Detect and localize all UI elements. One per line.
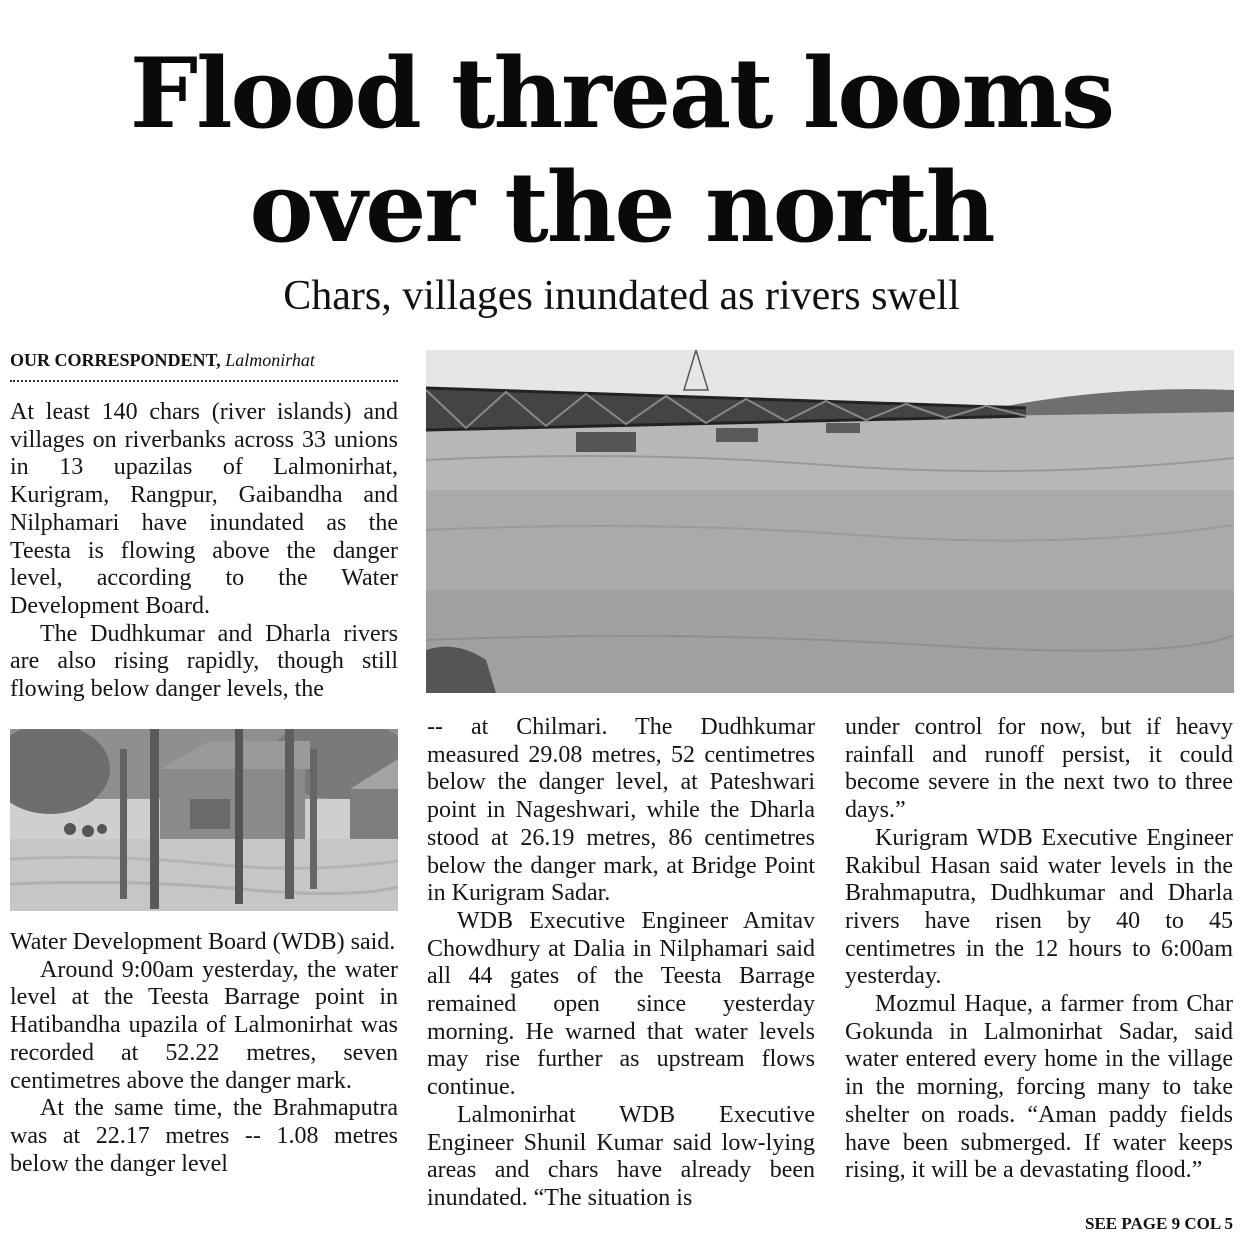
column-3 bbox=[845, 714, 1233, 1185]
paragraph: At least 140 chars (river islands) and villages on riverbanks across 33 unions in 13 upazilas of Lalmonirhat, Kurigram, Rangpur, Gaibandha and Nilphamari have inundated as the Teesta is flowing above the danger level, according to the Water Development Board. bbox=[10, 399, 398, 619]
paragraph: -- at Chilmari. The Dudhkumar measured 29.08 metres, 52 centimetres below the danger level, at Pateshwari point in Nageshwari, while the Dharla stood at 26.19 metres, 86 centimetres below the danger mark, at Bridge Point in Kurigram Sadar. bbox=[427, 714, 815, 907]
paragraph: Kurigram WDB Executive Engineer Rakibul Hasan said water levels in the Brahmaputra, Dudhkumar and Dharla rivers have risen by 40 to 45 centimetres in the 12 hours to 6:00am yesterday. bbox=[845, 824, 1233, 990]
paragraph: Around 9:00am yesterday, the water level at the Teesta Barrage point in Hatibandha upazila of Lalmonirhat was recorded at 52.22 metres, seven centimetres above the danger mark. bbox=[10, 956, 398, 1094]
paragraph: under control for now, but if heavy rainfall and runoff persist, it could become severe in the next two to three days.” bbox=[845, 714, 1233, 824]
paragraph: Water Development Board (WDB) said. bbox=[10, 929, 396, 955]
paragraph: Mozmul Haque, a farmer from Char Gokunda in Lalmonirhat Sadar, said water entered every home in the village in the morning, forcing many to take shelter on roads. “Aman paddy fields have been submerged. If water keeps rising, it will be a devastating flood.” bbox=[845, 991, 1233, 1184]
headline-line-2: over the north bbox=[249, 151, 994, 264]
paragraph: At the same time, the Brahmaputra was at 22.17 metres -- 1.08 metres below the danger level bbox=[10, 1095, 398, 1177]
byline-place: Lalmonirhat bbox=[225, 350, 315, 370]
column-1-bottom bbox=[10, 929, 398, 1178]
byline bbox=[10, 348, 398, 382]
river-bridge-photo bbox=[426, 350, 1234, 693]
paragraph: The Dudhkumar and Dharla rivers are also rising rapidly, though still flowing below danger levels, the bbox=[10, 620, 398, 703]
flooded-village-photo bbox=[10, 729, 398, 911]
paragraph: WDB Executive Engineer Amitav Chowdhury at Dalia in Nilphamari said all 44 gates of the Teesta Barrage remained open since yesterday morning. He warned that water levels may rise further as upstream flows continue. bbox=[427, 907, 815, 1101]
paragraph: Lalmonirhat WDB Executive Engineer Shunil Kumar said low-lying areas and chars have already been inundated. “The situation is bbox=[427, 1101, 815, 1211]
byline-name: OUR CORRESPONDENT, bbox=[10, 350, 221, 370]
continued-on-page-link[interactable]: SEE PAGE 9 COL 5 bbox=[1085, 1214, 1233, 1233]
subheadline: Chars, villages inundated as rivers swell bbox=[283, 273, 960, 319]
column-1-top bbox=[10, 399, 398, 704]
column-2 bbox=[427, 714, 815, 1213]
headline-line-1: Flood threat looms bbox=[129, 37, 1114, 150]
